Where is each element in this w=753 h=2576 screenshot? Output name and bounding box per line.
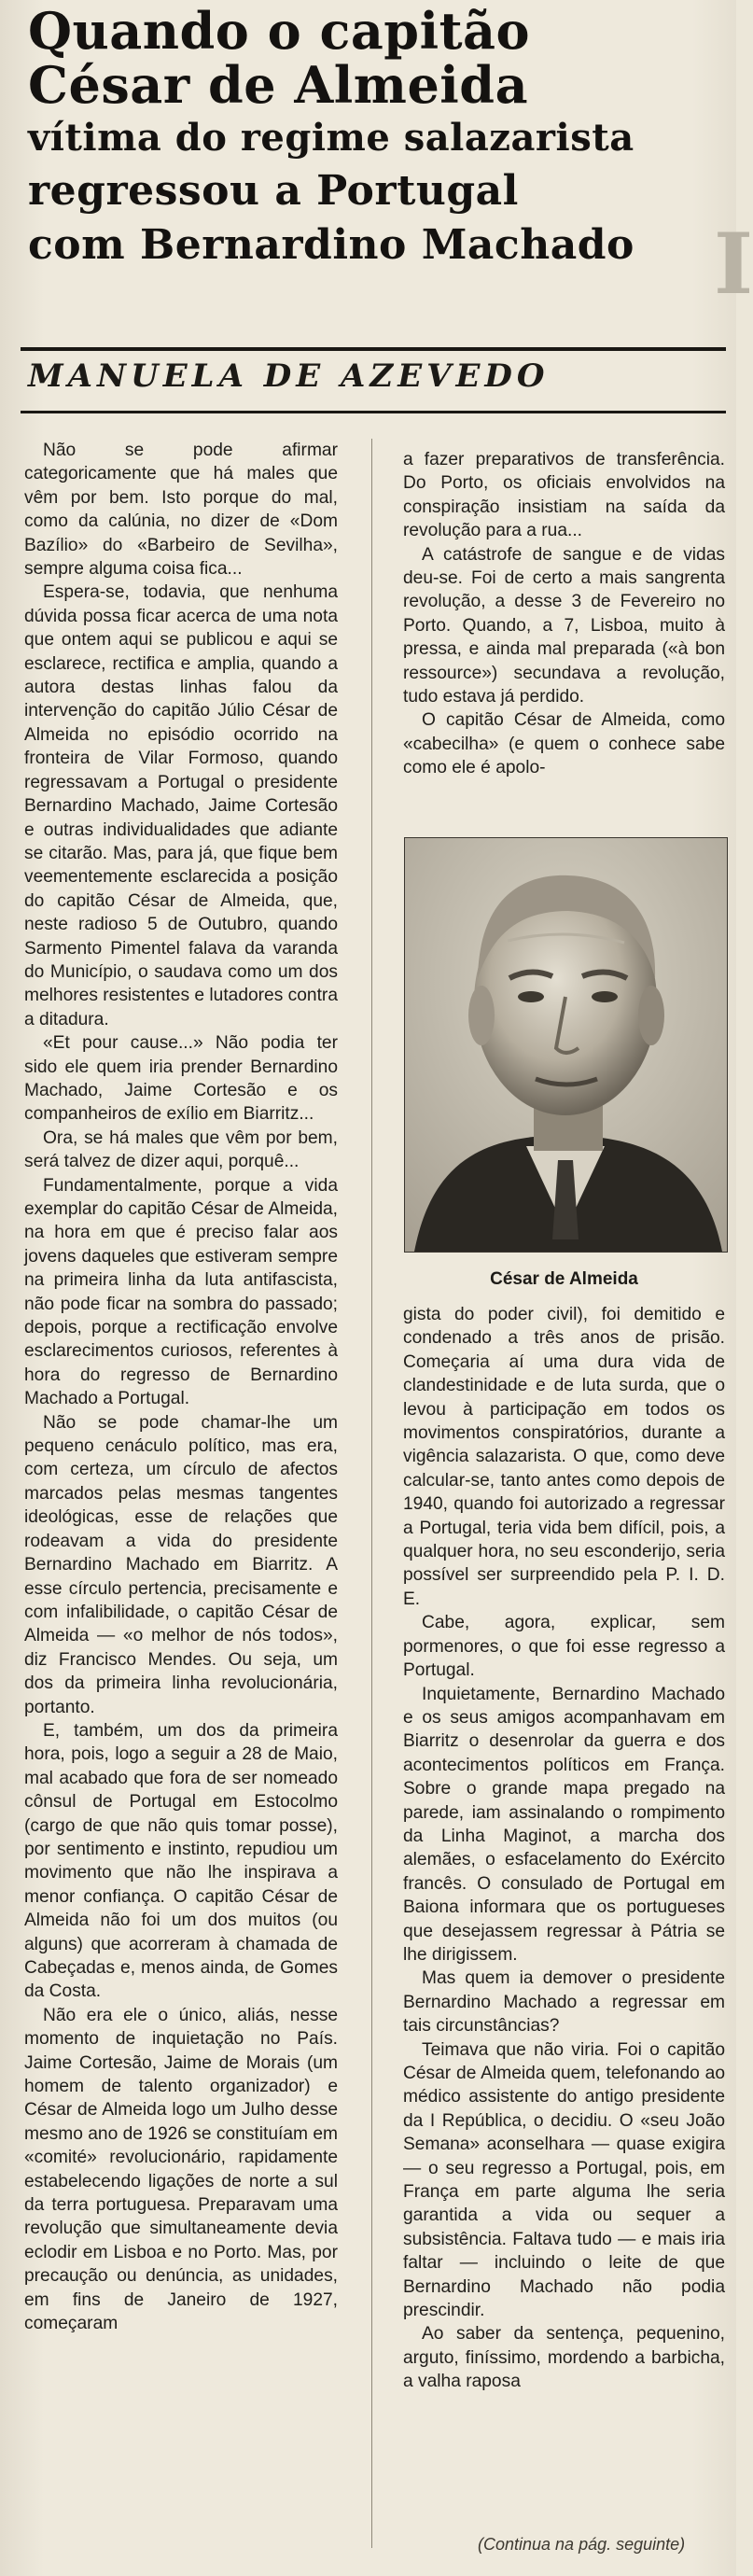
headline: [28, 1, 718, 273]
byline: MANUELA DE AZEVEDO: [28, 357, 550, 395]
portrait-photo: [404, 837, 728, 1253]
headline-line-5: com Bernardino Machado: [28, 221, 634, 269]
portrait-image: [405, 838, 727, 1252]
right-column-bottom: [403, 1303, 725, 2394]
headline-line-4: regressou a Portugal: [28, 167, 519, 215]
paragraph: O capitão César de Almeida, como «cabecilha» (e quem o conhece sabe como ele é apolo-: [403, 710, 725, 778]
paragraph: a fazer preparativos de transferência. Do Porto, os oficiais envolvidos na conspiração insistiam na saída da revolução para a rua...: [403, 450, 725, 541]
headline-line-3: vítima do regime salazarista: [28, 116, 634, 160]
paragraph: Cabe, agora, explicar, sem pormenores, o que foi esse regresso a Portugal.: [403, 1613, 725, 1681]
paragraph: A catástrofe de sangue e de vidas deu-se. Foi de certo a mais sangrenta revolução, a desse 3 de Fevereiro no Porto. Quando, a 7, Lisboa, muito à pressa, e ainda mal preparada («à bon ressource») secundava a revolução, tudo estava já perdido.: [403, 544, 725, 707]
column-separator: [371, 439, 372, 2548]
paragraph: Não se pode afirmar categoricamente que há males que vêm por bem. Isto porque do mal, como da calúnia, no dizer de «Dom Bazílio» do «Barbeiro de Sevilha», sempre alguma coisa fica...: [24, 441, 338, 580]
adjacent-page-fragment: I: [714, 215, 753, 314]
paragraph: Fundamentalmente, porque a vida exemplar do capitão César de Almeida, na hora em que é preciso falar aos jovens daqueles que estiveram sempre na primeira linha da luta antifascista, não pode ficar na sombra do passado; depois, porque a rectificação envolve esclarecimentos curiosos, referentes à hora do regresso de Bernardino Machado a Portugal.: [24, 1175, 338, 1409]
bottom-rule: [21, 411, 726, 413]
paragraph: E, também, um dos da primeira hora, pois, logo a seguir a 28 de Maio, mal acabado que fora de ser nomeado cônsul de Portugal em Estocolmo (cargo de que não quis tomar posse), por sentimento e instinto, repudiou um movimento que não lhe inspirava a menor confiança. O capitão César de Almeida não foi um dos muitos (ou alguns) que acorreram à chamada de Cabeçadas e, menos ainda, de Gomes da Costa.: [24, 1720, 338, 2002]
paragraph: Não era ele o único, aliás, nesse momento de inquietação no País. Jaime Cortesão, Jaime de Morais (um homem de talento organizador) e César de Almeida logo um Julho desse mesmo ano de 1926 se constituíam em «comité» revolucionário, rapidamente estabelecendo ligações de norte a sul da terra portuguesa. Preparavam uma revolução que simultaneamente devia eclodir em Lisboa e no Porto. Mas, por precaução ou denúncia, as unidades, em fins de Janeiro de 1927, começaram: [24, 2005, 338, 2334]
right-column-top: [403, 448, 725, 780]
paragraph: Não se pode chamar-lhe um pequeno cenáculo político, mas era, com certeza, um círculo de afectos marcados pelas mesmas tangentes ideológicas, esse de relações que rodeavam a vida do presidente Bernardino Machado em Biarritz. A esse círculo pertencia, precisamente e com infalibilidade, o capitão César de Almeida — «o melhor de nós todos», diz Francisco Mendes. Ou seja, um dos da primeira linha revolucionária, portanto.: [24, 1412, 338, 1717]
paragraph: Mas quem ia demover o presidente Bernardino Machado a regressar em tais circunstâncias?: [403, 1968, 725, 2037]
left-column: [24, 439, 338, 2336]
top-rule: [21, 347, 726, 351]
headline-line-2: César de Almeida: [28, 55, 529, 115]
paragraph: Ora, se há males que vêm por bem, será talvez de dizer aqui, porquê...: [24, 1127, 338, 1172]
paragraph: Ao saber da sentença, pequenino, arguto, finíssimo, mordendo a barbicha, a valha raposa: [403, 2324, 725, 2392]
paragraph: Inquietamente, Bernardino Machado e os seus amigos acompanhavam em Biarritz o desenrolar da guerra e dos acontecimentos políticos em França. Sobre o grande mapa pregado na parede, iam assinalando o rompimento da Linha Maginot, a marcha dos alemães, o esfacelamento do Exército francês. O consulado de Portugal em Baiona informara que os portugueses que desejassem regressar à Pátria se lhe dirigissem.: [403, 1684, 725, 1965]
paragraph: Teimava que não viria. Foi o capitão César de Almeida quem, telefonando ao médico assistente do antigo presidente da I República, o decidiu. O «seu João Semana» aconselhara — quase exigira — o seu regresso a Portugal, pois, em França em parte alguma lhe seria garantida a vida ou sequer a subsistência. Faltava tudo — e mais iria faltar — incluindo o leite de que Bernardino Machado não podia prescindir.: [403, 2039, 725, 2321]
paragraph: gista do poder civil), foi demitido e condenado a três anos de prisão. Começaria aí uma dura vida de clandestinidade e de luta surda, que o levou à participação em todos os movimentos conspiratórios, durante a vigência salazarista. O que, como deve calcular-se, tanto antes como depois de 1940, quando foi autorizado a regressar a Portugal, teria vida bem difícil, pois, a qualquer hora, no seu esconderijo, seria possível ser surpreendido pela P. I. D. E.: [403, 1305, 725, 1609]
paragraph: Espera-se, todavia, que nenhuma dúvida possa ficar acerca de uma nota que ontem aqui se publicou e aqui se esclarece, rectifica e amplia, quando a autora destas linhas falou da intervenção do capitão Júlio César de Almeida no episódio ocorrido na fronteira de Vilar Formoso, quando regressavam a Portugal o presidente Bernardino Machado, Jaime Cortesão e outras individualidades que adiante se citarão. Mas, para já, que fique bem veementemente esclarecida a posição do capitão César de Almeida, que, neste radioso 5 de Outubro, quando Sarmento Pimentel falava da varanda do Município, o saudava como um dos melhores resistentes e lutadores contra a ditadura.: [24, 582, 338, 1029]
continuation-note: (Continua na pág. seguinte): [478, 2535, 686, 2554]
photo-caption: César de Almeida: [490, 1269, 638, 1289]
headline-line-1: Quando o capitão: [28, 1, 531, 61]
paragraph: «Et pour cause...» Não podia ter sido ele quem iria prender Bernardino Machado, Jaime Cortesão e os companheiros de exílio em Biarritz...: [24, 1033, 338, 1125]
